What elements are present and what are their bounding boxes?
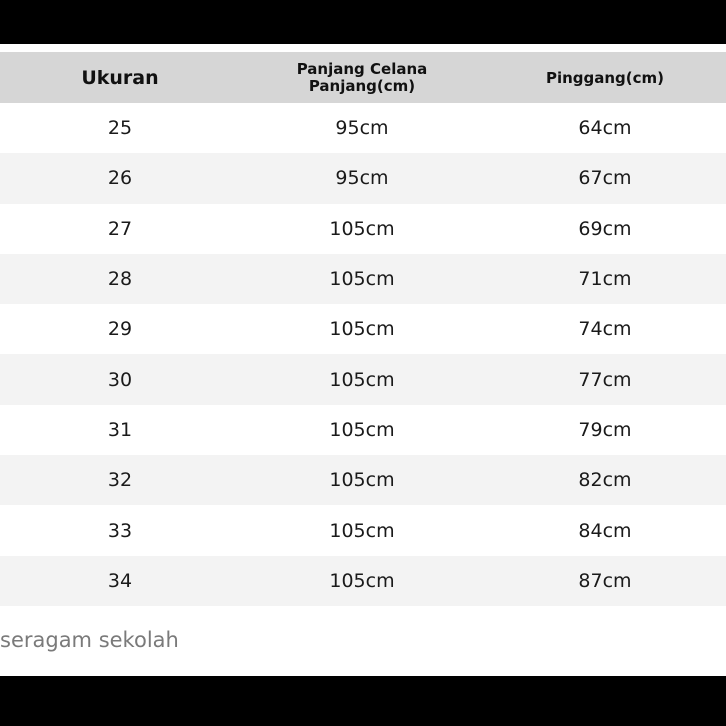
cell-size: 32 — [107, 469, 133, 492]
header-length — [240, 61, 484, 95]
header-length-line1: Panjang Celana — [296, 59, 428, 78]
table-row — [0, 455, 726, 505]
cell-size: 34 — [107, 569, 133, 592]
header-length-line2: Panjang(cm) — [308, 76, 416, 95]
cell-size: 29 — [107, 318, 133, 341]
table-row — [0, 153, 726, 203]
cell-length: 105cm — [329, 318, 395, 341]
cell-length: 105cm — [329, 217, 395, 240]
cell-length: 105cm — [329, 368, 395, 391]
cell-size: 25 — [107, 117, 133, 140]
cell-length: 105cm — [329, 569, 395, 592]
cell-waist: 71cm — [578, 268, 632, 291]
cell-waist: 77cm — [578, 368, 632, 391]
cell-waist: 84cm — [578, 519, 632, 542]
cell-length: 105cm — [329, 418, 395, 441]
cell-waist: 69cm — [578, 217, 632, 240]
cell-size: 30 — [107, 368, 133, 391]
cell-size: 31 — [107, 418, 133, 441]
caption-text: seragam sekolah — [0, 628, 179, 652]
table-row — [0, 103, 726, 153]
cell-size: 26 — [107, 167, 133, 190]
cell-length: 105cm — [329, 519, 395, 542]
table-header-row — [0, 52, 726, 103]
cell-length: 105cm — [329, 268, 395, 291]
cell-waist: 82cm — [578, 469, 632, 492]
cell-waist: 79cm — [578, 418, 632, 441]
cell-waist: 74cm — [578, 318, 632, 341]
cell-waist: 67cm — [578, 167, 632, 190]
size-chart-panel — [0, 44, 726, 676]
table-row — [0, 204, 726, 254]
cell-size: 33 — [107, 519, 133, 542]
table-row — [0, 354, 726, 404]
cell-length: 95cm — [335, 117, 389, 140]
cell-size: 28 — [107, 268, 133, 291]
size-chart-table — [0, 52, 726, 606]
table-row — [0, 505, 726, 555]
table-row — [0, 556, 726, 606]
table-row — [0, 254, 726, 304]
cell-waist: 64cm — [578, 117, 632, 140]
cell-length: 95cm — [335, 167, 389, 190]
table-row — [0, 405, 726, 455]
header-size: Ukuran — [81, 66, 159, 89]
cell-length: 105cm — [329, 469, 395, 492]
cell-waist: 87cm — [578, 569, 632, 592]
header-waist: Pinggang(cm) — [545, 68, 665, 87]
table-row — [0, 304, 726, 354]
cell-size: 27 — [107, 217, 133, 240]
